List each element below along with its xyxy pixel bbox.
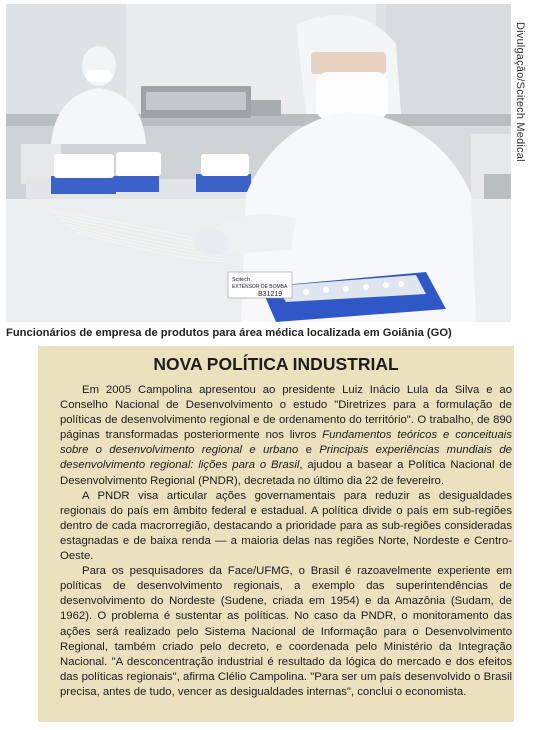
label-code: B31219 [258, 291, 283, 298]
box-body [60, 383, 512, 700]
box-title: NOVA POLÍTICA INDUSTRIAL [153, 354, 399, 374]
paragraph-3: Para os pesquisadores da Face/UFMG, o Brasil é razoavelmente experiente em políticas de desenvolvimento regionais, a exemplo das superintendências de desenvolvimento do Nordeste (Sudene, criada em 1954) e da Amazônia (Sudam, de 1962). O problema é sustentar as políticas. No caso da PNDR, o monitoramento das ações será realizado pelo Sistema Nacional de Informação para o Desenvolvimento Regional, também criado pelo decreto, e coordenada pelo Ministério da Integração Nacional. "A desconcentração industrial é resultado da lógica do mercado e dos efeitos das políticas regionais", afirma Clélio Campolina. "Para ser um país desenvolvido o Brasil precisa, antes de tudo, vencer as desigualdades internas", conclui o economista. [60, 565, 512, 698]
photo-credit [508, 22, 532, 322]
book-title-2: Principais experiências mundiais de desenvolvimento regional: lições para o Brasil [60, 444, 512, 472]
label-brand: Scitech [232, 277, 251, 283]
photo-caption: Funcionários de empresa de produtos para área médica localizada em Goiânia (GO) [6, 327, 452, 339]
paragraph-1-text-b: e [298, 444, 320, 457]
paragraph-2: A PNDR visa articular ações governamentais para reduzir as desigualdades regionais do país em âmbito federal e estadual. A política divide o país em sub-regiões dentro de cada macrorregião, destacando a prioridade para as sub-regiões consideradas estagnadas e de baixa renda — a maioria delas nas regiões Norte, Nordeste e Centro-Oeste. [60, 489, 512, 563]
photo-credit-text: Divulgação/Scitech Medical [514, 22, 526, 162]
paragraph-1-text-c: , ajudou a basear a Política Nacional de Desenvolvimento Regional (PNDR), decretada no último dia 22 de fevereiro. [60, 459, 513, 487]
paragraph-1 [60, 383, 512, 489]
factory-photo-illustration [6, 4, 511, 322]
factory-photo [6, 4, 511, 322]
label-product: EXTENSOR DE BOMBA [232, 284, 288, 290]
sidebar-box [38, 346, 514, 722]
paragraph-1-text-a: Em 2005 Campolina apresentou ao presidente Luiz Inácio Lula da Silva e ao Conselho Nacional de Desenvolvimento o estudo "Diretrizes para a formulação de políticas de desenvolvimento regional e de ordenamento do território". O trabalho, de 890 páginas transformadas posteriormente nos livros [60, 384, 512, 442]
book-title-1: Fundamentos teóricos e conceituais sobre o desenvolvimento regional e urbano [60, 429, 512, 457]
